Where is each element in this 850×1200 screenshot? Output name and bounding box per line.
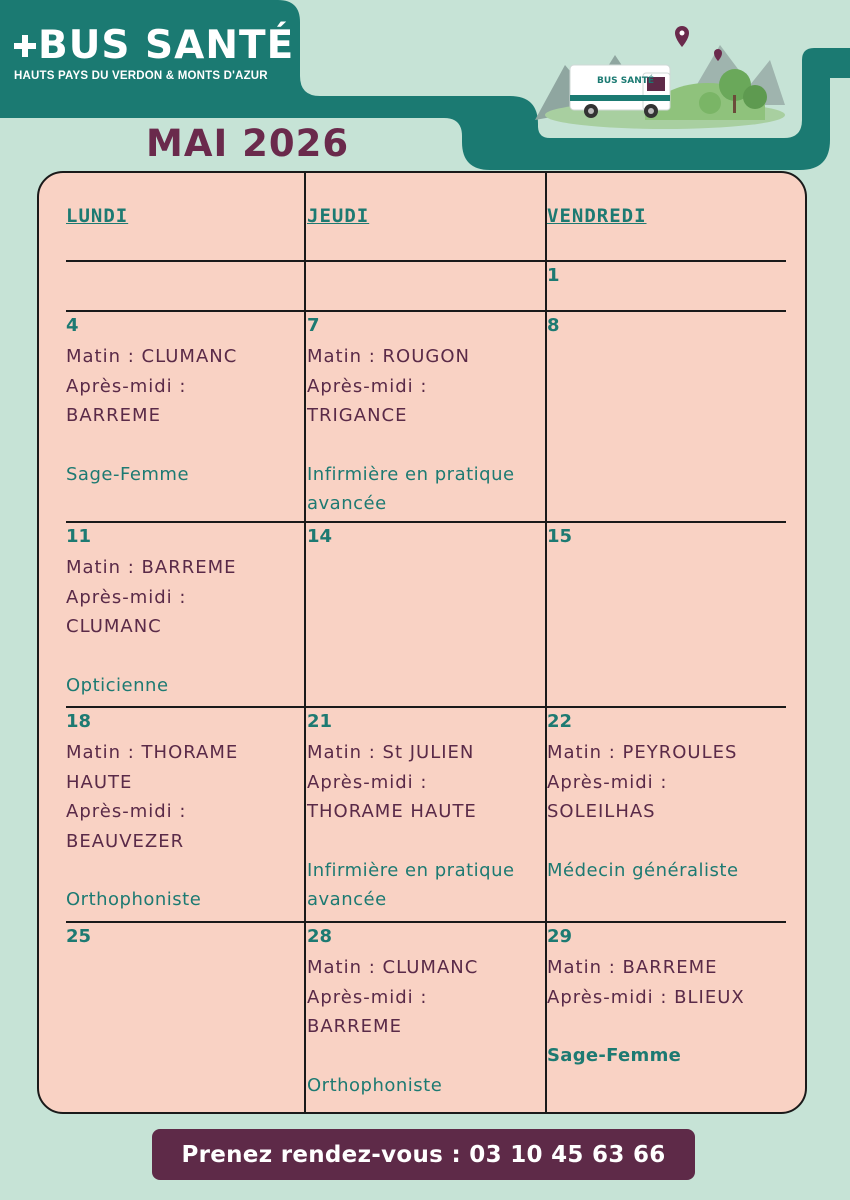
calendar-cell [547, 524, 783, 553]
schedule-line: Après-midi : [307, 771, 428, 793]
day-number: 11 [66, 526, 92, 547]
day-number: 7 [307, 315, 320, 336]
calendar-cell [547, 263, 783, 292]
calendar-cell [547, 313, 783, 342]
schedule-line: Après-midi : [66, 801, 187, 822]
schedule-line: THORAME HAUTE [307, 801, 477, 822]
calendar-cell [66, 524, 302, 700]
day-number: 1 [547, 265, 560, 286]
day-number: 28 [307, 926, 333, 947]
schedule-line: BARREME [307, 1016, 402, 1037]
schedule-line: Après-midi : BLIEUX [547, 986, 745, 1008]
brand-subtitle: HAUTS PAYS DU VERDON & MONTS D'AZUR [14, 70, 268, 82]
schedule-line: BEAUVEZER [66, 830, 185, 852]
calendar-table [37, 171, 807, 1114]
schedule-line: TRIGANCE [307, 405, 408, 426]
day-number: 4 [66, 315, 79, 336]
specialty-label: Sage-Femme [66, 463, 190, 485]
row-divider [66, 521, 786, 523]
bus-illustration [535, 25, 785, 135]
row-divider [66, 260, 786, 262]
day-number: 8 [547, 315, 560, 336]
column-header-lundi: LUNDI [66, 205, 129, 227]
schedule-line: Après-midi : [66, 586, 187, 608]
specialty-label: Opticienne [66, 674, 169, 696]
brand-logo [14, 24, 294, 82]
schedule-line: Après-midi : [307, 375, 428, 397]
calendar-cell [66, 709, 302, 914]
specialty-label: Orthophoniste [66, 889, 202, 910]
schedule-line: Matin : BARREME [66, 557, 237, 578]
calendar-cell [66, 313, 302, 489]
schedule-line: Après-midi : [547, 771, 668, 793]
schedule-line: Après-midi : [307, 986, 428, 1008]
calendar-cell [547, 709, 783, 885]
specialty-label: Infirmière en pratique avancée [307, 463, 515, 514]
day-number: 18 [66, 711, 92, 732]
column-header-vendredi: VENDREDI [547, 205, 647, 227]
day-number: 14 [307, 526, 333, 547]
row-divider [66, 921, 786, 923]
column-header-jeudi: JEUDI [307, 205, 370, 227]
schedule-line: Matin : THORAME [66, 742, 239, 763]
month-title: MAI 2026 [146, 122, 350, 165]
day-number: 29 [547, 926, 573, 947]
calendar-cell [307, 524, 543, 553]
schedule-line: Après-midi : [66, 375, 187, 397]
schedule-line: Matin : CLUMANC [307, 957, 479, 978]
specialty-label: Médecin généraliste [547, 859, 739, 881]
day-number: 15 [547, 526, 573, 547]
calendar-cell [307, 313, 543, 518]
schedule-line: Matin : ROUGON [307, 346, 470, 367]
schedule-line: Matin : St JULIEN [307, 742, 475, 763]
calendar-cell [66, 924, 302, 953]
brand-name: BUS SANTÉ [14, 24, 294, 68]
appointment-banner: Prenez rendez-vous : 03 10 45 63 66 [152, 1129, 695, 1180]
schedule-line: Matin : BARREME [547, 957, 718, 978]
row-divider [66, 706, 786, 708]
row-divider [66, 310, 786, 312]
specialty-label: Orthophoniste [307, 1074, 443, 1096]
day-number: 22 [547, 711, 573, 732]
bus-side-label: BUS SANTÉ [597, 76, 655, 86]
calendar-cell [307, 924, 543, 1100]
column-divider [304, 173, 306, 1112]
schedule-line: BARREME [66, 405, 161, 426]
calendar-cell [307, 709, 543, 914]
specialty-label: Sage-Femme [547, 1045, 682, 1066]
schedule-line: CLUMANC [66, 616, 162, 637]
schedule-line: Matin : CLUMANC [66, 346, 238, 367]
schedule-line: Matin : PEYROULES [547, 742, 738, 763]
schedule-line: HAUTE [66, 771, 133, 793]
calendar-cell [547, 924, 783, 1070]
day-number: 21 [307, 711, 333, 732]
specialty-label: Infirmière en pratique avancée [307, 859, 515, 910]
schedule-line: SOLEILHAS [547, 801, 656, 822]
day-number: 25 [66, 926, 92, 947]
plus-cross-icon [14, 35, 36, 57]
